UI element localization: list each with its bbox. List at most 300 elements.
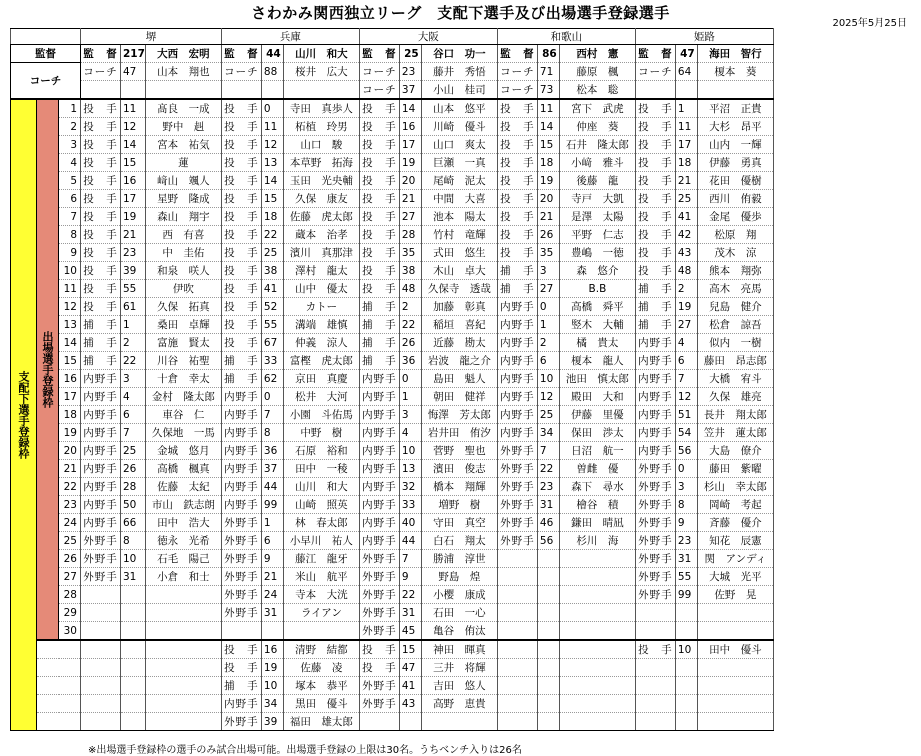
position-cell: 内野手: [497, 298, 537, 316]
position-cell: 監 督: [497, 45, 537, 63]
position-cell: 投 手: [359, 244, 399, 262]
player-name-cell: 山口 駿: [283, 136, 359, 154]
position-cell: 内野手: [81, 388, 121, 406]
number-cell: 33: [399, 496, 421, 514]
number-cell: 1: [537, 316, 559, 334]
player-name-cell: 木山 卓大: [421, 262, 497, 280]
number-cell: 2: [399, 298, 421, 316]
player-name-cell: [697, 622, 773, 641]
position-cell: 投 手: [635, 99, 675, 118]
position-cell: 投 手: [497, 244, 537, 262]
position-cell: [81, 695, 121, 713]
player-name-cell: 石井 隆太郎: [559, 136, 635, 154]
player-name-cell: 竹村 竜輝: [421, 226, 497, 244]
player-name-cell: 平野 仁志: [559, 226, 635, 244]
position-cell: [635, 659, 675, 677]
position-cell: 外野手: [497, 496, 537, 514]
player-name-cell: 勝浦 淳世: [421, 550, 497, 568]
number-cell: 55: [121, 280, 146, 298]
player-name-cell: 中 圭佑: [145, 244, 221, 262]
player-name-cell: 山川 和大: [283, 478, 359, 496]
number-cell: 40: [399, 514, 421, 532]
position-cell: [81, 622, 121, 641]
roster-row: [11, 622, 774, 641]
player-name-cell: [559, 677, 635, 695]
position-cell: 投 手: [221, 334, 261, 352]
player-name-cell: 守田 真空: [421, 514, 497, 532]
position-cell: 外野手: [359, 604, 399, 622]
player-name-cell: 小早川 祐人: [283, 532, 359, 550]
position-cell: 外野手: [635, 532, 675, 550]
roster-row: [11, 370, 774, 388]
player-name-cell: 西村 憲: [559, 45, 635, 63]
player-name-cell: 知花 辰憲: [697, 532, 773, 550]
number-cell: 15: [399, 640, 421, 659]
number-cell: 28: [121, 478, 146, 496]
number-cell: 88: [261, 63, 283, 81]
player-name-cell: 西川 侑毅: [697, 190, 773, 208]
number-cell: 31: [261, 604, 283, 622]
player-name-cell: 藤江 龍牙: [283, 550, 359, 568]
player-name-cell: カトー: [283, 298, 359, 316]
number-cell: 11: [537, 99, 559, 118]
number-cell: 6: [537, 352, 559, 370]
player-name-cell: [145, 81, 221, 100]
number-cell: 15: [261, 190, 283, 208]
position-cell: [497, 568, 537, 586]
coach-label: コーチ: [11, 63, 81, 100]
row-index: 16: [59, 370, 81, 388]
number-cell: 21: [537, 208, 559, 226]
position-cell: 投 手: [359, 136, 399, 154]
position-cell: 内野手: [221, 496, 261, 514]
player-name-cell: 斉藤 優介: [697, 514, 773, 532]
player-name-cell: 金城 悠月: [145, 442, 221, 460]
position-cell: コーチ: [359, 63, 399, 81]
roster-row: [11, 118, 774, 136]
position-cell: 捕 手: [359, 298, 399, 316]
number-cell: 25: [399, 45, 421, 63]
player-name-cell: B.B: [559, 280, 635, 298]
position-cell: 内野手: [635, 370, 675, 388]
position-cell: [635, 81, 675, 100]
row-index: 2: [59, 118, 81, 136]
number-cell: 3: [121, 370, 146, 388]
reserve-row: [11, 659, 774, 677]
position-cell: 内野手: [81, 514, 121, 532]
player-name-cell: 佐野 晃: [697, 586, 773, 604]
player-name-cell: 溝端 雄慎: [283, 316, 359, 334]
player-name-cell: 島田 魁人: [421, 370, 497, 388]
row-index: 18: [59, 406, 81, 424]
player-name-cell: 兒島 健介: [697, 298, 773, 316]
player-name-cell: 十倉 幸太: [145, 370, 221, 388]
number-cell: [121, 713, 146, 731]
date: 2025年5月25日: [832, 18, 907, 29]
number-cell: 20: [537, 190, 559, 208]
player-name-cell: 曽雌 優: [559, 460, 635, 478]
number-cell: 44: [399, 532, 421, 550]
row-index: 3: [59, 136, 81, 154]
player-name-cell: 鎌田 晴凪: [559, 514, 635, 532]
player-name-cell: 髙良 一成: [145, 99, 221, 118]
player-name-cell: [145, 586, 221, 604]
position-cell: [497, 550, 537, 568]
player-name-cell: 榎本 龍人: [559, 352, 635, 370]
position-cell: 投 手: [497, 226, 537, 244]
team-header: 姫路: [635, 29, 773, 45]
player-name-cell: 吉田 悠人: [421, 677, 497, 695]
player-name-cell: 亀谷 侑汰: [421, 622, 497, 641]
number-cell: 38: [399, 262, 421, 280]
player-name-cell: 山川 和大: [283, 45, 359, 63]
number-cell: 22: [261, 226, 283, 244]
player-name-cell: [145, 695, 221, 713]
position-cell: 投 手: [635, 154, 675, 172]
position-cell: [497, 659, 537, 677]
roster-row: [11, 460, 774, 478]
player-name-cell: 松本 聡: [559, 81, 635, 100]
player-name-cell: 久保 拓真: [145, 298, 221, 316]
position-cell: 投 手: [497, 208, 537, 226]
position-cell: 投 手: [497, 190, 537, 208]
position-cell: 外野手: [221, 604, 261, 622]
number-cell: 35: [399, 244, 421, 262]
number-cell: 55: [261, 316, 283, 334]
player-name-cell: 久保寺 透哉: [421, 280, 497, 298]
number-cell: 31: [675, 550, 697, 568]
position-cell: 投 手: [359, 226, 399, 244]
number-cell: 48: [399, 280, 421, 298]
position-cell: 投 手: [359, 208, 399, 226]
player-name-cell: 桜井 広大: [283, 63, 359, 81]
roster-row: [11, 99, 774, 118]
roster-row: [11, 424, 774, 442]
position-cell: 内野手: [81, 370, 121, 388]
position-cell: 外野手: [497, 514, 537, 532]
number-cell: 13: [261, 154, 283, 172]
number-cell: 34: [261, 695, 283, 713]
position-cell: 内野手: [359, 478, 399, 496]
number-cell: 12: [261, 136, 283, 154]
row-index: 28: [59, 586, 81, 604]
position-cell: 投 手: [81, 190, 121, 208]
number-cell: [537, 677, 559, 695]
number-cell: 21: [261, 568, 283, 586]
position-cell: 外野手: [81, 532, 121, 550]
player-name-cell: 熊本 翔弥: [697, 262, 773, 280]
number-cell: 36: [261, 442, 283, 460]
position-cell: 投 手: [81, 262, 121, 280]
player-name-cell: 富施 賢太: [145, 334, 221, 352]
number-cell: [537, 604, 559, 622]
player-name-cell: 野中 赳: [145, 118, 221, 136]
number-cell: 44: [261, 45, 283, 63]
position-cell: 投 手: [221, 640, 261, 659]
number-cell: 41: [261, 280, 283, 298]
number-cell: 24: [261, 586, 283, 604]
number-cell: 8: [121, 532, 146, 550]
position-cell: 内野手: [497, 406, 537, 424]
number-cell: 3: [399, 406, 421, 424]
position-cell: 投 手: [221, 226, 261, 244]
player-name-cell: 山本 翔也: [145, 63, 221, 81]
number-cell: 4: [399, 424, 421, 442]
position-cell: [497, 695, 537, 713]
team-header: 和歌山: [497, 29, 635, 45]
row-index: 26: [59, 550, 81, 568]
player-name-cell: 似内 一樹: [697, 334, 773, 352]
roster-row: [11, 280, 774, 298]
number-cell: 41: [399, 677, 421, 695]
player-name-cell: 藤井 秀悟: [421, 63, 497, 81]
player-name-cell: 澤村 龍太: [283, 262, 359, 280]
player-name-cell: 白石 翔太: [421, 532, 497, 550]
number-cell: 0: [399, 370, 421, 388]
number-cell: 62: [261, 370, 283, 388]
roster-row: [11, 190, 774, 208]
position-cell: 投 手: [221, 118, 261, 136]
number-cell: [675, 659, 697, 677]
player-name-cell: 山本 悠平: [421, 99, 497, 118]
number-cell: [121, 586, 146, 604]
position-cell: [635, 713, 675, 731]
position-cell: 投 手: [221, 136, 261, 154]
position-cell: 投 手: [221, 190, 261, 208]
player-name-cell: 茂木 涼: [697, 244, 773, 262]
position-cell: 外野手: [635, 586, 675, 604]
number-cell: 20: [399, 172, 421, 190]
player-name-cell: [559, 713, 635, 731]
position-cell: [635, 695, 675, 713]
player-name-cell: [559, 568, 635, 586]
number-cell: [121, 659, 146, 677]
coach-row: [11, 81, 774, 100]
player-name-cell: [697, 677, 773, 695]
player-name-cell: 竪木 大輔: [559, 316, 635, 334]
position-cell: 内野手: [359, 460, 399, 478]
number-cell: 43: [675, 244, 697, 262]
coach-row: [11, 63, 774, 81]
player-name-cell: 田中 浩大: [145, 514, 221, 532]
position-cell: 内野手: [497, 388, 537, 406]
number-cell: [537, 640, 559, 659]
number-cell: 33: [261, 352, 283, 370]
position-cell: 投 手: [635, 262, 675, 280]
player-name-cell: 黒田 優斗: [283, 695, 359, 713]
player-name-cell: 金尾 優歩: [697, 208, 773, 226]
roster-row: [11, 334, 774, 352]
position-cell: 投 手: [221, 154, 261, 172]
position-cell: 投 手: [635, 208, 675, 226]
reserve-spacer: [37, 659, 81, 677]
team-header: 堺: [81, 29, 222, 45]
position-cell: [497, 713, 537, 731]
position-cell: 投 手: [635, 640, 675, 659]
position-cell: 投 手: [221, 208, 261, 226]
roster-row: [11, 514, 774, 532]
player-name-cell: 寺本 大洸: [283, 586, 359, 604]
player-name-cell: 寺戸 大凱: [559, 190, 635, 208]
player-name-cell: 仲義 涼人: [283, 334, 359, 352]
position-cell: 内野手: [221, 406, 261, 424]
number-cell: 18: [537, 154, 559, 172]
position-cell: 内野手: [359, 442, 399, 460]
position-cell: 投 手: [359, 659, 399, 677]
position-cell: 外野手: [635, 568, 675, 586]
position-cell: 投 手: [635, 190, 675, 208]
number-cell: 27: [675, 316, 697, 334]
row-index: 6: [59, 190, 81, 208]
position-cell: [635, 677, 675, 695]
row-index: 9: [59, 244, 81, 262]
number-cell: 8: [261, 424, 283, 442]
position-cell: 投 手: [635, 172, 675, 190]
player-name-cell: 松倉 諒吾: [697, 316, 773, 334]
player-name-cell: 本草野 拓海: [283, 154, 359, 172]
position-cell: 外野手: [359, 586, 399, 604]
position-cell: 投 手: [497, 154, 537, 172]
player-name-cell: 花田 優樹: [697, 172, 773, 190]
roster-row: [11, 550, 774, 568]
position-cell: 外野手: [635, 460, 675, 478]
position-cell: 内野手: [81, 442, 121, 460]
position-cell: 内野手: [221, 424, 261, 442]
number-cell: 31: [399, 604, 421, 622]
number-cell: 2: [675, 280, 697, 298]
position-cell: 内野手: [221, 388, 261, 406]
player-name-cell: 車谷 仁: [145, 406, 221, 424]
player-name-cell: 笠井 蓮太郎: [697, 424, 773, 442]
number-cell: [121, 622, 146, 641]
player-name-cell: 大橋 宥斗: [697, 370, 773, 388]
position-cell: [81, 659, 121, 677]
number-cell: 6: [675, 352, 697, 370]
position-cell: 外野手: [359, 622, 399, 641]
number-cell: 9: [399, 568, 421, 586]
position-cell: 外野手: [635, 496, 675, 514]
position-cell: 捕 手: [81, 316, 121, 334]
player-name-cell: 森下 尋水: [559, 478, 635, 496]
number-cell: 86: [537, 45, 559, 63]
number-cell: 99: [675, 586, 697, 604]
number-cell: 3: [537, 262, 559, 280]
position-cell: 内野手: [221, 478, 261, 496]
number-cell: 54: [675, 424, 697, 442]
row-index: 14: [59, 334, 81, 352]
position-cell: 投 手: [359, 172, 399, 190]
player-name-cell: 大杉 昂平: [697, 118, 773, 136]
player-name-cell: 久保 雄亮: [697, 388, 773, 406]
roster-row: [11, 352, 774, 370]
number-cell: [261, 81, 283, 100]
number-cell: 10: [399, 442, 421, 460]
row-index: 10: [59, 262, 81, 280]
roster-row: [11, 208, 774, 226]
number-cell: 22: [121, 352, 146, 370]
player-name-cell: 稲垣 喜紀: [421, 316, 497, 334]
position-cell: 外野手: [359, 568, 399, 586]
number-cell: 26: [121, 460, 146, 478]
player-name-cell: [145, 640, 221, 659]
position-cell: 内野手: [359, 532, 399, 550]
player-name-cell: 佐藤 太紀: [145, 478, 221, 496]
player-name-cell: 桑田 卓輝: [145, 316, 221, 334]
number-cell: 9: [675, 514, 697, 532]
position-cell: 内野手: [497, 316, 537, 334]
player-name-cell: 福田 雄太郎: [283, 713, 359, 731]
footnote: ※出場選手登録枠の選手のみ試合出場可能。出場選手登録の上限は30名。うちベンチ入りは26名: [88, 745, 522, 756]
row-index: 21: [59, 460, 81, 478]
player-name-cell: [559, 622, 635, 641]
position-cell: 内野手: [359, 406, 399, 424]
player-name-cell: [559, 659, 635, 677]
row-index: 22: [59, 478, 81, 496]
number-cell: 22: [399, 586, 421, 604]
roster-row: [11, 316, 774, 334]
player-name-cell: 森山 翔宇: [145, 208, 221, 226]
number-cell: 50: [121, 496, 146, 514]
position-cell: 投 手: [635, 244, 675, 262]
number-cell: 12: [675, 388, 697, 406]
row-index: 7: [59, 208, 81, 226]
player-name-cell: 平沼 正貴: [697, 99, 773, 118]
player-name-cell: 朝田 健祥: [421, 388, 497, 406]
position-cell: コーチ: [359, 81, 399, 100]
position-cell: 外野手: [635, 550, 675, 568]
number-cell: 15: [537, 136, 559, 154]
number-cell: 10: [675, 640, 697, 659]
position-cell: 投 手: [221, 298, 261, 316]
team-header-row: [11, 29, 774, 45]
number-cell: 23: [121, 244, 146, 262]
player-name-cell: 星野 隆成: [145, 190, 221, 208]
number-cell: 1: [261, 514, 283, 532]
player-name-cell: 杉川 海: [559, 532, 635, 550]
player-name-cell: 石田 一心: [421, 604, 497, 622]
number-cell: 73: [537, 81, 559, 100]
number-cell: 12: [121, 118, 146, 136]
number-cell: 26: [537, 226, 559, 244]
number-cell: [121, 640, 146, 659]
number-cell: 15: [121, 154, 146, 172]
position-cell: 外野手: [221, 568, 261, 586]
player-name-cell: 塚本 恭平: [283, 677, 359, 695]
position-cell: 外野手: [497, 532, 537, 550]
number-cell: 37: [261, 460, 283, 478]
number-cell: 64: [675, 63, 697, 81]
player-name-cell: 大島 僚介: [697, 442, 773, 460]
position-cell: [81, 713, 121, 731]
number-cell: 46: [537, 514, 559, 532]
number-cell: 39: [121, 262, 146, 280]
number-cell: [537, 713, 559, 731]
number-cell: [675, 622, 697, 641]
number-cell: 9: [261, 550, 283, 568]
number-cell: 56: [537, 532, 559, 550]
position-cell: 捕 手: [81, 352, 121, 370]
player-name-cell: 加藤 彰真: [421, 298, 497, 316]
player-name-cell: 池田 慎太郎: [559, 370, 635, 388]
position-cell: 投 手: [81, 154, 121, 172]
number-cell: 23: [537, 478, 559, 496]
number-cell: 32: [399, 478, 421, 496]
player-name-cell: 中野 樹: [283, 424, 359, 442]
player-name-cell: 近藤 勘太: [421, 334, 497, 352]
number-cell: 31: [537, 496, 559, 514]
number-cell: 99: [261, 496, 283, 514]
number-cell: 4: [121, 388, 146, 406]
